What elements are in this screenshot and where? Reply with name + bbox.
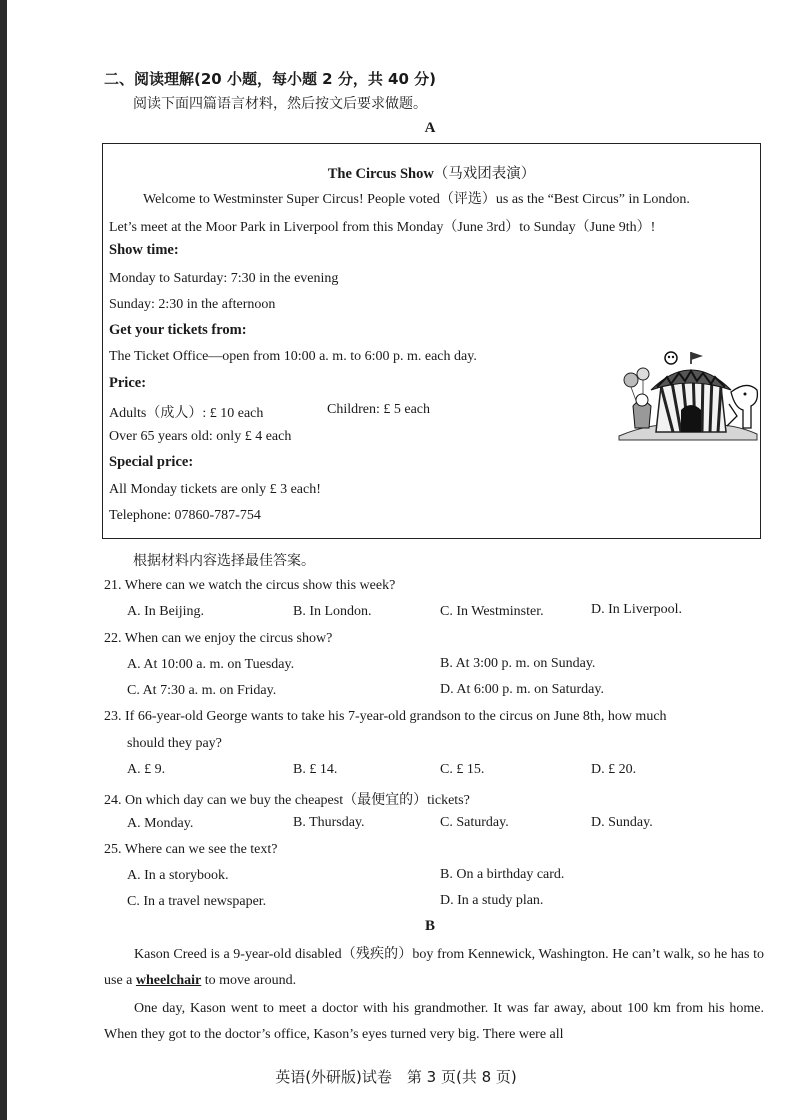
q24-option-c: C. Saturday. [440,815,509,830]
question-25: 25. Where can we see the text? [104,842,278,857]
question-22: 22. When can we enjoy the circus show? [104,631,333,646]
ticket-office-hours: The Ticket Office—open from 10:00 a. m. to 6:00 p. m. each day. [109,349,477,364]
telephone: Telephone: 07860-787-754 [109,508,261,523]
q23-option-d: D. £ 20. [591,762,637,777]
price-adults: Adults（成人）: £ 10 each [109,406,264,421]
ad-title [103,162,760,183]
q24-option-d: D. Sunday. [591,815,653,830]
q21-option-a: A. In Beijing. [127,604,204,619]
q25-option-d: D. In a study plan. [440,893,544,908]
price-over-65: Over 65 years old: only £ 4 each [109,429,292,444]
passage-b-letter: B [424,918,435,934]
q25-option-a: A. In a storybook. [127,868,229,883]
q24-option-b: B. Thursday. [293,815,365,830]
q25-option-c: C. In a travel newspaper. [127,894,267,909]
q22-option-b: B. At 3:00 p. m. on Sunday. [440,656,596,671]
question-23-continued: should they pay? [127,736,222,751]
q22-option-c: C. At 7:30 a. m. on Friday. [127,683,277,698]
passage-b-paragraph-1 [104,942,764,994]
q23-option-a: A. £ 9. [127,762,166,777]
q21-option-b: B. In London. [293,604,372,619]
passage-b-paragraph-2: One day, Kason went to meet a doctor with his grandmother. It was far away, about 100 km from his home. When they got to the doctor’s office, Kason’s eyes turned very big. There were all [104,1001,764,1042]
ad-intro-line-1: Welcome to Westminster Super Circus! People voted（评选）us as the “Best Circus” in London. [143,192,690,207]
tickets-heading: Get your tickets from: [109,322,247,338]
q22-option-d: D. At 6:00 p. m. on Saturday. [440,682,604,697]
q25-option-b: B. On a birthday card. [440,867,565,882]
show-time-sunday: Sunday: 2:30 in the afternoon [109,297,276,312]
price-heading: Price: [109,375,147,391]
q23-option-b: B. £ 14. [293,762,338,777]
circus-tent-illustration [611,344,761,444]
question-23: 23. If 66-year-old George wants to take his 7-year-old grandson to the circus on June 8th, how much [104,709,667,724]
passage-a-letter: A [424,120,436,136]
ad-intro-line-2: Let’s meet at the Moor Park in Liverpool from this Monday（June 3rd）to Sunday（June 9th）! [109,220,656,235]
question-24: 24. On which day can we buy the cheapest（最便宜的）tickets? [104,793,470,808]
q24-option-a: A. Monday. [127,816,194,831]
passage-b-p1-text-start: Kason Creed is a 9-year-old disabled（残疾的）boy from Kennewick, Washington. He can’t walk, so he has to use a [104,947,764,988]
q21-option-d: D. In Liverpool. [591,602,682,617]
ad-title-en: The Circus Show [327,166,434,182]
show-time-weekdays: Monday to Saturday: 7:30 in the evening [109,271,339,286]
passage-b-p1-text-end: to move around. [201,973,297,988]
q23-option-c: C. £ 15. [440,762,485,777]
circus-advertisement [102,143,761,539]
section-header: 二、阅读理解(20 小题，每小题 2 分，共 40 分) [104,70,437,88]
page-footer: 英语(外研版)试卷 第 3 页(共 8 页) [275,1068,517,1086]
price-children: Children: £ 5 each [327,402,431,417]
answer-prompt: 根据材料内容选择最佳答案。 [133,553,315,569]
ad-title-cn: （马戏团表演） [433,166,536,182]
q22-option-a: A. At 10:00 a. m. on Tuesday. [127,657,295,672]
show-time-heading: Show time: [109,242,179,258]
special-price-heading: Special price: [109,454,194,470]
instructions: 阅读下面四篇语言材料，然后按文后要求做题。 [133,96,427,112]
q21-option-c: C. In Westminster. [440,604,544,619]
special-price-monday: All Monday tickets are only £ 3 each! [109,482,321,497]
keyword-wheelchair: wheelchair [135,973,202,988]
question-21: 21. Where can we watch the circus show this week? [104,578,396,593]
page-edge [0,0,7,1120]
